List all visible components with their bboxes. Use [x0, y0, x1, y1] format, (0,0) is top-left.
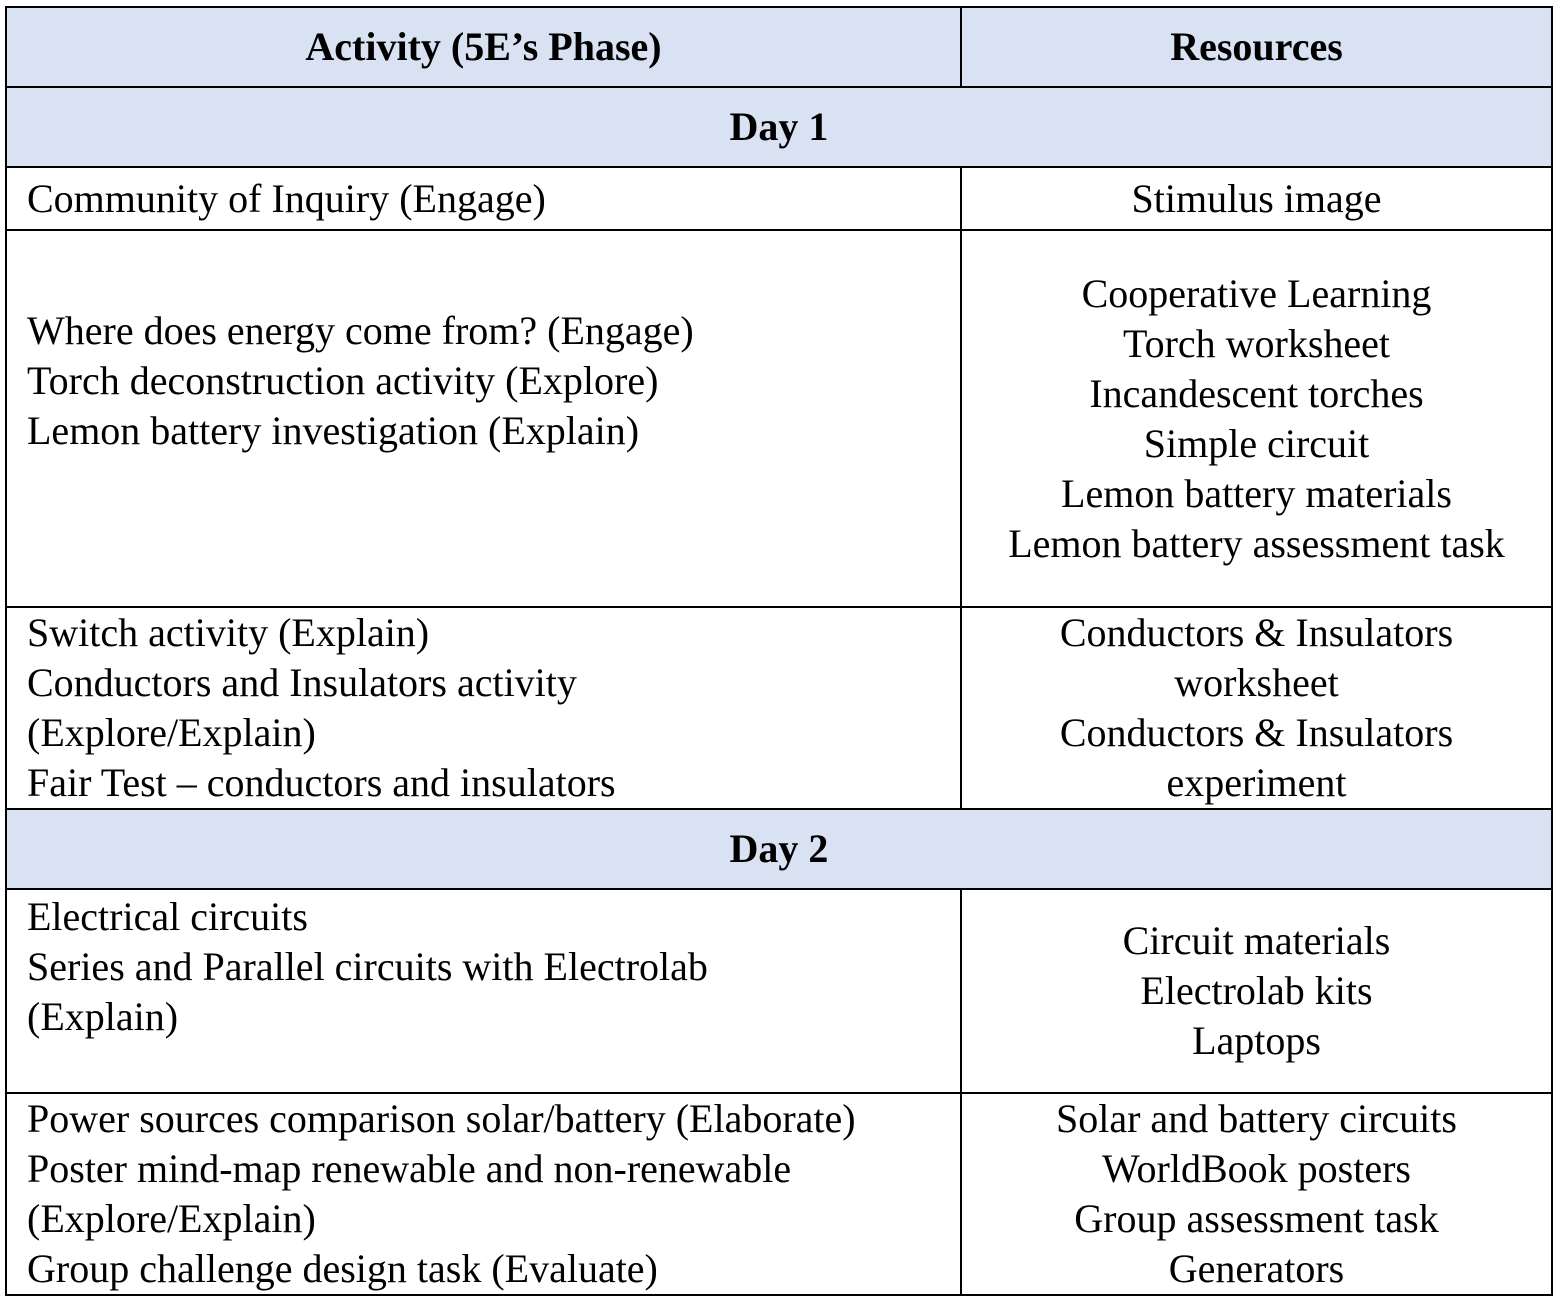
activity-line: Lemon battery investigation (Explain) — [27, 408, 640, 453]
resource-line: Electrolab kits — [1140, 968, 1373, 1013]
resource-line: Simple circuit — [1143, 420, 1370, 466]
activity-line: Where does energy come from? (Engage) — [27, 308, 694, 353]
activity-line: Switch activity (Explain) — [27, 610, 430, 655]
lesson-plan-table — [5, 6, 1553, 1296]
activity-line: (Explore/Explain) — [27, 1196, 316, 1241]
activity-line: Electrical circuits — [27, 894, 308, 939]
activity-line: Community of Inquiry (Engage) — [27, 175, 546, 221]
activity-cell — [6, 607, 961, 809]
resource-line: Conductors & Insulators — [1059, 710, 1454, 755]
resource-line: WorldBook posters — [1102, 1146, 1411, 1191]
table-row — [6, 889, 1552, 1093]
resource-line: Incandescent torches — [1089, 370, 1424, 416]
activity-line: Power sources comparison solar/battery (Elaborate) — [27, 1096, 856, 1141]
resource-line: Generators — [1168, 1246, 1345, 1291]
activity-cell — [6, 889, 961, 1093]
activity-line: (Explore/Explain) — [27, 710, 316, 755]
table-row — [6, 230, 1552, 607]
resources-cell — [961, 607, 1552, 809]
resource-line: experiment — [1166, 760, 1347, 805]
day-header-row — [6, 87, 1552, 167]
resource-line: Group assessment task — [1074, 1196, 1439, 1241]
table-row — [6, 167, 1552, 230]
resource-line: Torch worksheet — [1122, 320, 1391, 366]
resource-line: Laptops — [1192, 1018, 1321, 1063]
resource-line: Conductors & Insulators — [1059, 610, 1454, 655]
table-row — [6, 1093, 1552, 1295]
activity-line: Conductors and Insulators activity — [27, 660, 577, 705]
resource-line: Stimulus image — [1131, 175, 1382, 221]
resource-line: Lemon battery assessment task — [1008, 520, 1505, 566]
activity-cell — [6, 1093, 961, 1295]
day-label: Day 2 — [6, 809, 1552, 889]
resources-cell — [961, 230, 1552, 607]
activity-column-header: Activity (5E’s Phase) — [6, 7, 961, 87]
activity-cell — [6, 167, 961, 230]
resource-line: Cooperative Learning — [1081, 270, 1432, 316]
resource-line: Circuit materials — [1122, 918, 1391, 963]
activity-line: Series and Parallel circuits with Electrolab — [27, 944, 708, 989]
activity-line: Group challenge design task (Evaluate) — [27, 1246, 658, 1291]
table-row — [6, 607, 1552, 809]
day-header-row — [6, 809, 1552, 889]
resources-cell — [961, 1093, 1552, 1295]
table-header-row — [6, 7, 1552, 87]
resources-cell — [961, 167, 1552, 230]
activity-line: Fair Test – conductors and insulators — [27, 760, 616, 805]
activity-line: Poster mind-map renewable and non-renewable — [27, 1146, 792, 1191]
resource-line: Solar and battery circuits — [1056, 1096, 1457, 1141]
resource-line: worksheet — [1174, 660, 1339, 705]
activity-line: Torch deconstruction activity (Explore) — [27, 358, 659, 403]
resources-column-header: Resources — [961, 7, 1552, 87]
activity-line: (Explain) — [27, 994, 179, 1039]
resource-line: Lemon battery materials — [1061, 470, 1452, 516]
resources-cell — [961, 889, 1552, 1093]
activity-cell — [6, 230, 961, 607]
day-label: Day 1 — [6, 87, 1552, 167]
activity-line-group — [27, 892, 940, 1062]
